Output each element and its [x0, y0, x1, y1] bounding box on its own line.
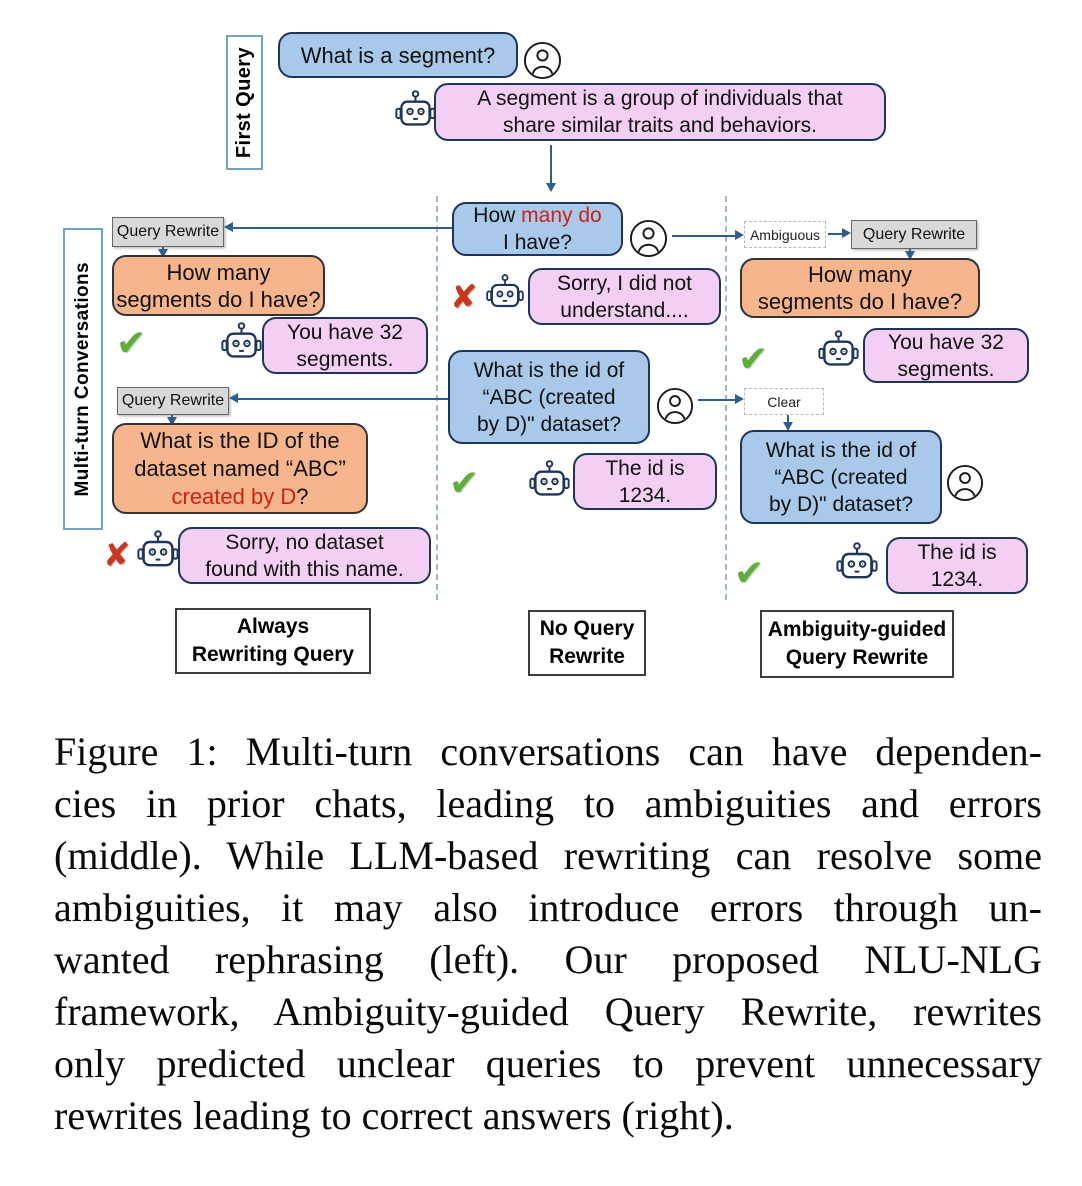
- no-dataset-line1: Sorry, no dataset: [225, 530, 384, 554]
- column-label-ambiguity-line1: Ambiguity-guided: [767, 618, 947, 641]
- id-answer-right-line1: The id is: [917, 540, 997, 564]
- query-rewrite-label: Query Rewrite: [862, 225, 966, 243]
- correct-answer-icon: ✔: [738, 339, 769, 380]
- arrow-ambiguous-to-rewrite: [828, 233, 842, 235]
- ambiguous-query-black-text: How: [473, 204, 522, 227]
- rewritten-query-bubble-left-1: [112, 255, 325, 316]
- id-query-right-line3: by D)" dataset?: [768, 492, 914, 516]
- bot-bubble-32-segments-right: [863, 328, 1029, 383]
- arrowhead-right-icon: [735, 394, 744, 404]
- robot-icon: [395, 90, 436, 133]
- correct-answer-icon: ✔: [734, 553, 765, 594]
- segments-answer-left-line2: segments.: [296, 347, 394, 371]
- wrong-answer-icon: ✘: [450, 277, 478, 316]
- rewritten-query-left-2-red-text: created by D: [171, 483, 297, 509]
- query-rewrite-label: Query Rewrite: [121, 392, 225, 409]
- caption-line: (middle). While LLM-based rewriting can resolve some: [54, 833, 1042, 878]
- user-bubble-first-query-text: What is a segment?: [300, 42, 496, 68]
- rewritten-query-bubble-right: [740, 258, 980, 318]
- id-query-right-line2: “ABC (created: [774, 465, 908, 489]
- column-label-no-rewrite-line1: No Query: [539, 617, 635, 640]
- arrow-to-left-rewrite-2: [238, 398, 448, 400]
- ambiguous-query-red-text: many do: [521, 204, 602, 227]
- id-query-right-line1: What is the id of: [765, 438, 917, 462]
- multi-turn-row-label-text: Multi-turn Conversations: [72, 261, 93, 497]
- robot-icon: [486, 274, 524, 314]
- first-query-row-label-text: First Query: [233, 46, 255, 159]
- id-query-middle-line2: “ABC (created: [482, 385, 616, 409]
- clear-label: Clear: [767, 393, 801, 410]
- multi-turn-row-label: [63, 228, 103, 530]
- robot-icon: [836, 542, 878, 586]
- wrong-answer-icon: ✘: [103, 535, 131, 574]
- robot-icon: [221, 322, 262, 365]
- user-bubble-id-query-middle: [448, 350, 650, 444]
- caption-line: cies in prior chats, leading to ambiguities and errors: [54, 781, 1042, 826]
- caption-line: framework, Ambiguity-guided Query Rewrite, rewrites: [54, 989, 1042, 1034]
- query-rewrite-box-right: [851, 220, 977, 249]
- rewritten-query-right-line1: How many: [808, 262, 912, 287]
- column-label-ambiguity-line2: Query Rewrite: [785, 646, 929, 669]
- arrowhead-right-icon: [735, 230, 744, 240]
- arrowhead-left-icon: [224, 222, 233, 232]
- arrowhead-down-icon: [546, 183, 556, 192]
- column-divider-right: [725, 196, 727, 600]
- user-bubble-first-query: [278, 32, 518, 78]
- segments-answer-right-line2: segments.: [897, 357, 995, 381]
- robot-icon: [529, 460, 570, 503]
- user-icon: [629, 219, 668, 258]
- segments-answer-left-line1: You have 32: [286, 320, 403, 344]
- robot-icon: [818, 330, 859, 373]
- robot-icon: [137, 530, 179, 574]
- bot-bubble-id-middle: [573, 453, 717, 510]
- query-rewrite-box-left-2: [117, 387, 229, 415]
- rewritten-query-left-2-line2: dataset named “ABC”: [134, 455, 346, 481]
- column-label-always-line1: Always: [236, 615, 310, 638]
- correct-answer-icon: ✔: [449, 463, 480, 504]
- query-rewrite-box-left-1: [112, 217, 224, 247]
- rewritten-query-bubble-left-2: [112, 423, 368, 514]
- correct-answer-icon: ✔: [116, 323, 147, 364]
- bot-bubble-32-segments-left: [262, 317, 428, 374]
- id-answer-middle-line1: The id is: [605, 456, 685, 480]
- arrow-first-to-second: [550, 145, 552, 184]
- not-understand-line1: Sorry, I did not: [556, 271, 692, 295]
- first-query-row-label: [226, 35, 263, 170]
- bot-bubble-segment-definition-line1: A segment is a group of individuals that: [477, 87, 843, 110]
- rewritten-query-left-2-tail: ?: [296, 483, 309, 509]
- user-icon: [656, 387, 694, 425]
- bot-bubble-segment-definition-line2: share similar traits and behaviors.: [503, 114, 817, 137]
- arrow-to-ambiguous: [672, 235, 735, 237]
- ambiguous-query-line2: I have?: [503, 231, 572, 254]
- caption-line: ambiguities, it may also introduce errors through un-: [54, 885, 1042, 930]
- caption-line: Figure 1: Multi-turn conversations can have dependen-: [54, 729, 1042, 774]
- caption-line: wanted rephrasing (left). Our proposed NLU-NLG: [54, 937, 1042, 982]
- bot-bubble-no-dataset: [178, 527, 431, 584]
- no-dataset-line2: found with this name.: [205, 557, 404, 581]
- arrowhead-right-icon: [842, 228, 851, 238]
- rewritten-query-left-1-line2: segments do I have?: [116, 286, 321, 312]
- column-label-no-rewrite-line2: Rewrite: [549, 645, 625, 668]
- id-answer-right-line2: 1234.: [930, 567, 984, 591]
- bot-bubble-not-understand: [528, 268, 721, 325]
- arrow-to-clear: [698, 399, 735, 401]
- bot-bubble-id-right: [886, 537, 1028, 594]
- caption-line: only predicted unclear queries to prevent unnecessary: [54, 1041, 1042, 1086]
- segments-answer-right-line1: You have 32: [887, 330, 1004, 354]
- not-understand-line2: understand....: [560, 298, 689, 322]
- rewritten-query-left-2-line1: What is the ID of the: [140, 427, 340, 453]
- user-bubble-id-query-right: [740, 430, 942, 524]
- rewritten-query-left-1-line1: How many: [166, 259, 271, 285]
- arrow-to-left-rewrite: [233, 227, 452, 229]
- query-rewrite-label: Query Rewrite: [116, 223, 220, 240]
- id-query-middle-line1: What is the id of: [473, 358, 625, 382]
- column-label-always-line2: Rewriting Query: [191, 643, 355, 666]
- user-icon: [523, 41, 562, 80]
- ambiguous-box: [744, 221, 826, 248]
- column-label-ambiguity-guided: [760, 610, 954, 678]
- caption-line: rewrites leading to correct answers (right).: [54, 1093, 734, 1138]
- user-icon: [946, 464, 984, 502]
- ambiguous-label: Ambiguous: [749, 226, 821, 243]
- figure-caption: [54, 726, 1042, 1142]
- user-bubble-ambiguous-query: [452, 202, 623, 256]
- rewritten-query-right-line2: segments do I have?: [757, 289, 963, 314]
- id-answer-middle-line2: 1234.: [618, 483, 672, 507]
- clear-box: [744, 388, 824, 415]
- id-query-middle-line3: by D)" dataset?: [476, 412, 622, 436]
- column-label-no-rewrite: [528, 610, 646, 676]
- bot-bubble-segment-definition: [434, 83, 886, 141]
- column-label-always-rewriting: [175, 608, 371, 674]
- arrowhead-left-icon: [229, 393, 238, 403]
